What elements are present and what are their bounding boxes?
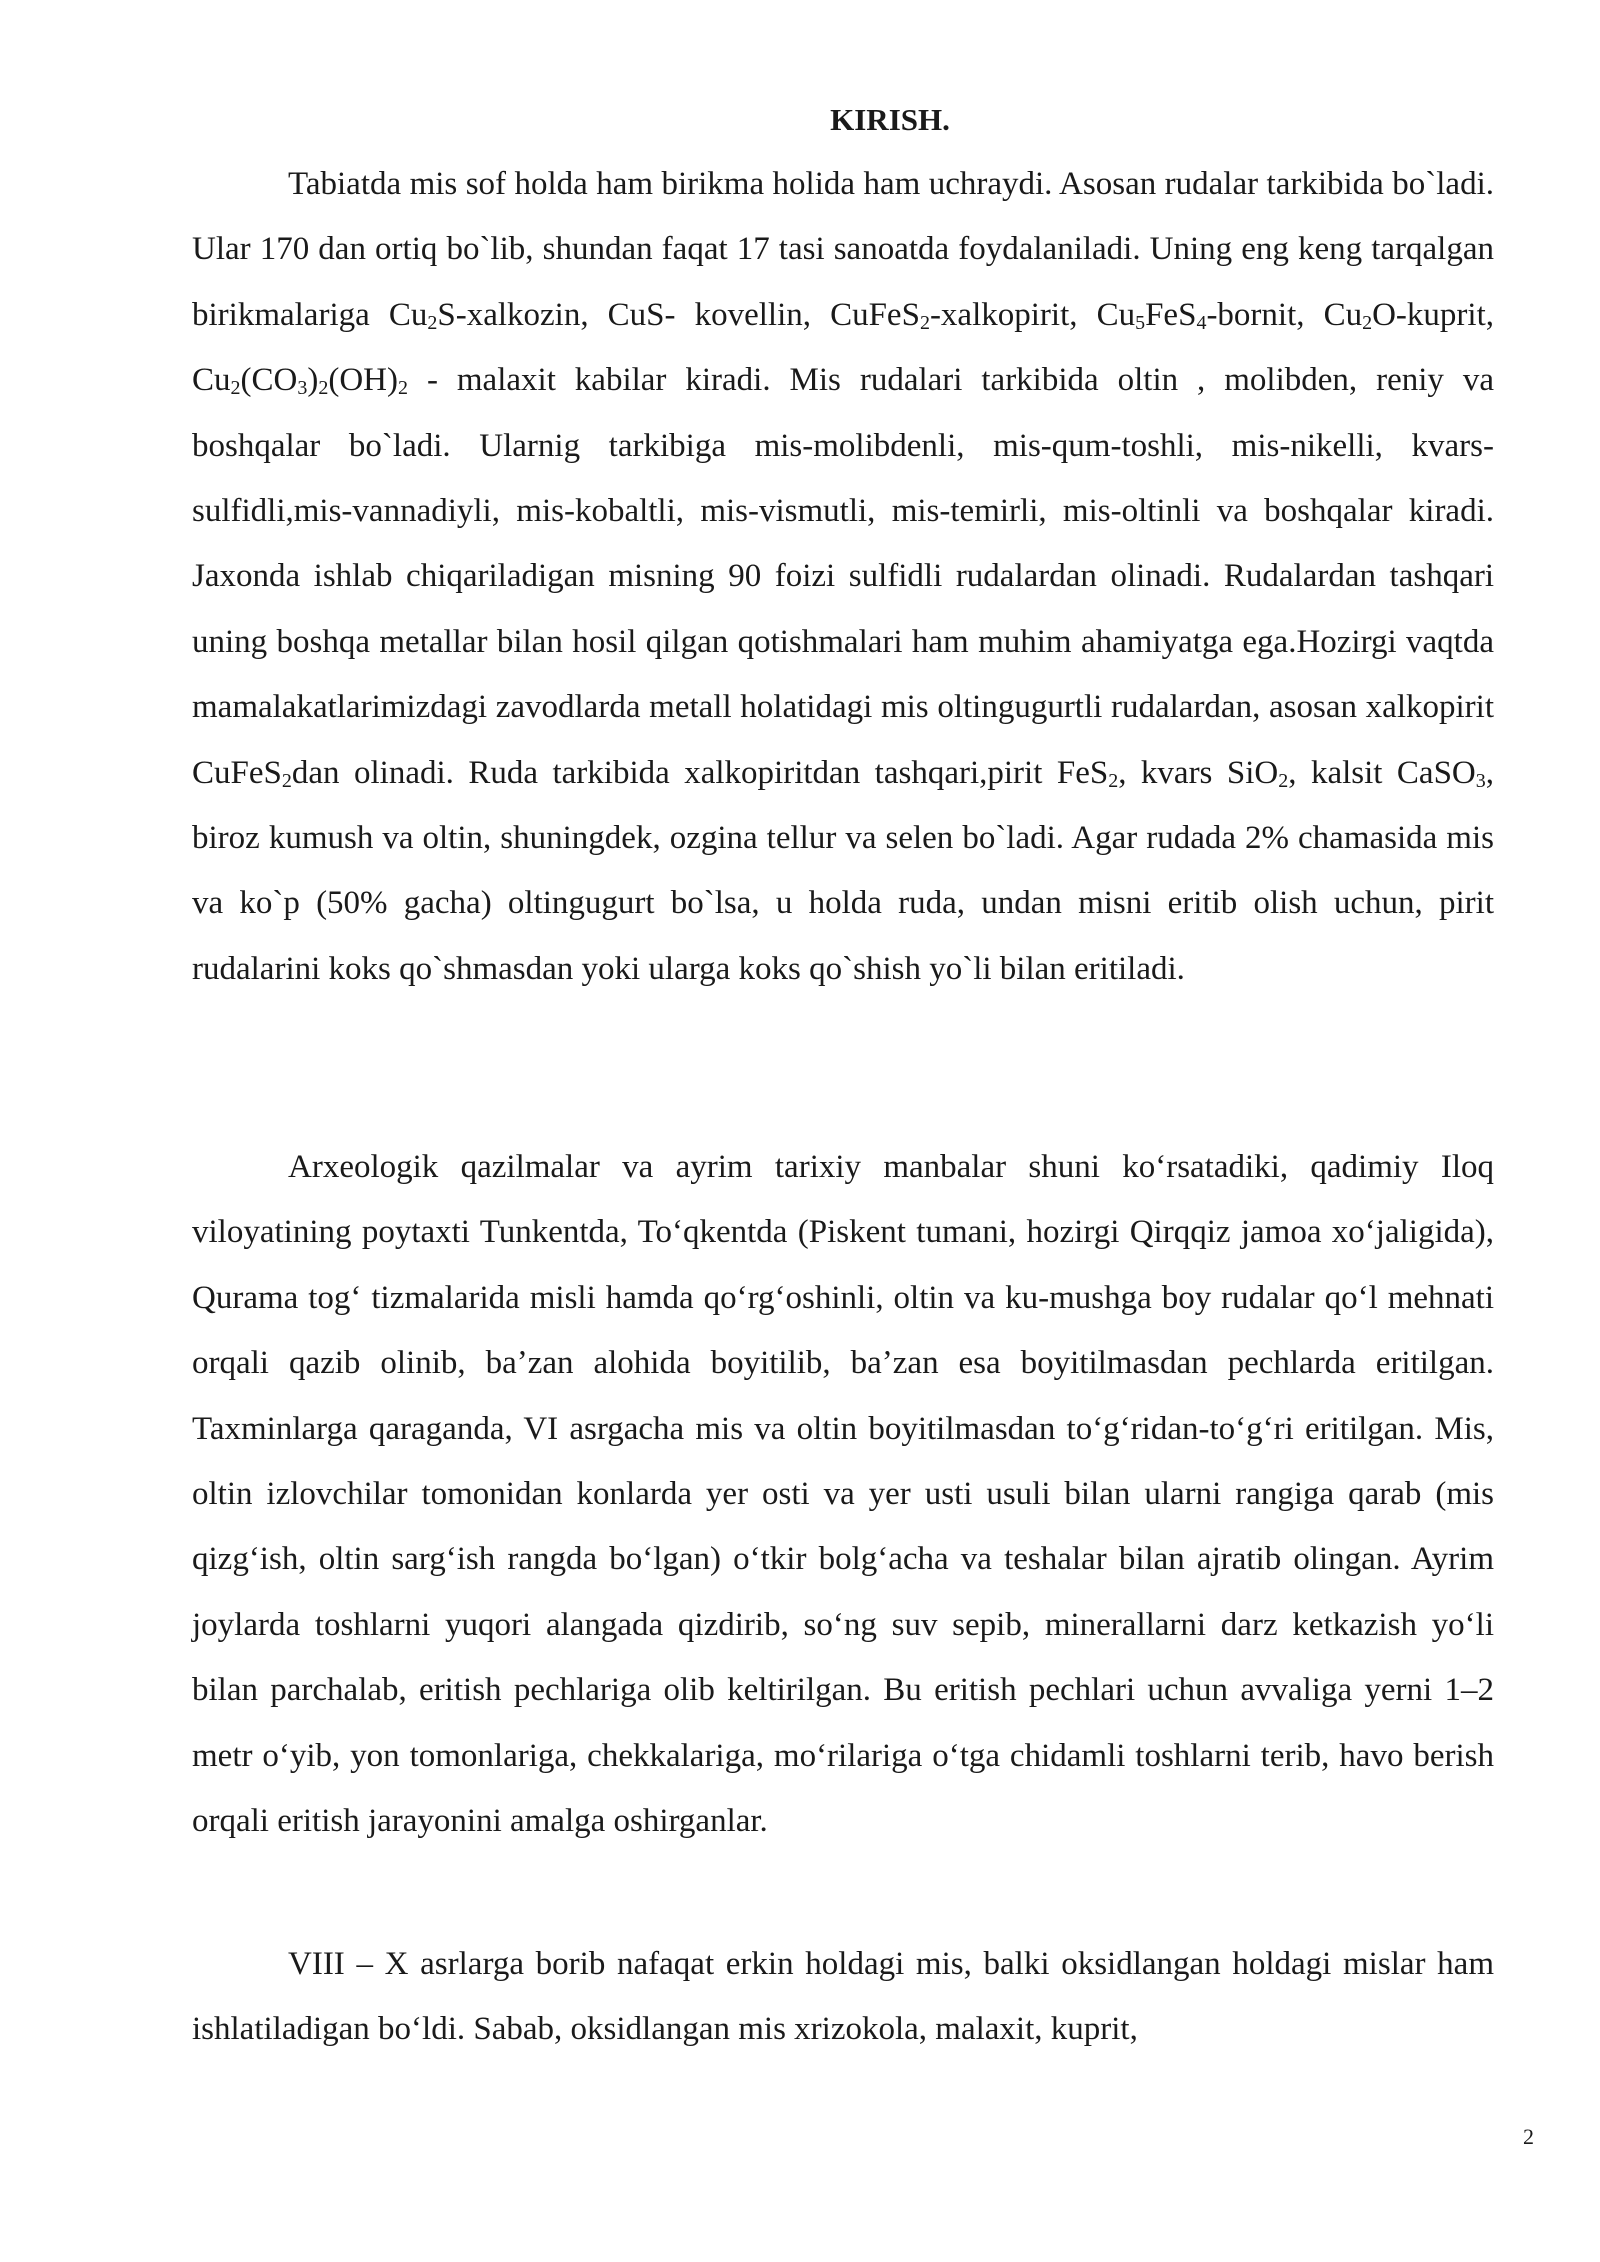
text-run: ) xyxy=(307,362,319,399)
subscript: 2 xyxy=(281,769,292,792)
subscript: 2 xyxy=(1278,769,1289,792)
paragraph-history: VIII – X asrlarga borib nafaqat erkin holdagi mis, balki oksidlangan holdagi mislar ham ishlatiladigan boʻldi. Sabab, oksidlangan mis xrizokola, malaxit, kuprit, xyxy=(192,1946,1494,2048)
subscript: 3 xyxy=(1475,769,1486,792)
text-run: (OH) xyxy=(328,362,399,399)
subscript: 2 xyxy=(398,377,409,400)
page-number: 2 xyxy=(1523,2124,1534,2149)
text-run: (CO xyxy=(240,362,298,399)
page-title: KIRISH. xyxy=(830,102,950,137)
paragraph-archaeology: Arxeologik qazilmalar va ayrim tarixiy manbalar shuni koʻrsatadiki, qadimiy Iloq viloyatining poytaxti Tunkentda, Toʻqkentda (Piskent tumani, hozirgi Qirqqiz jamoa xoʻjaligida), Qurama togʻ tizmalarida misli hamda qoʻrgʻoshinli, oltin va ku-mushga boy rudalar qoʻl mehnati orqali qazib olinib, baʼzan alohida boyitilib, baʼzan esa boyitilmasdan pechlarda eritilgan. Taxminlarga qaraganda, VI asrgacha mis va oltin boyitilmasdan toʻgʻridan-toʻgʻri eritilgan. Mis, oltin izlovchilar tomonidan konlarda yer osti va yer usti usuli bilan ularni rangiga qarab (mis qizgʻish, oltin sargʻish rangda boʻlgan) oʻtkir bolgʻacha va teshalar bilan ajratib olingan. Ayrim joylarda toshlarni yuqori alangada qizdirib, soʻng suv sepib, minerallarni darz ketkazish yoʻli bilan parchalab, eritish pechlariga olib keltirilgan. Bu eritish pechlari uchun avvaliga yerni 1–2 metr oʻyib, yon tomonlariga, chekkalariga, moʻrilariga oʻtga chidamli toshlarni terib, havo berish orqali eritish jarayonini amalga oshirganlar. xyxy=(192,1149,1494,1840)
text-run: -bornit, Cu xyxy=(1206,296,1363,333)
text-run: -xalkopirit, Cu xyxy=(929,296,1136,333)
subscript: 4 xyxy=(1196,311,1207,334)
subscript: 2 xyxy=(230,377,241,400)
subscript: 5 xyxy=(1135,311,1146,334)
subscript: 2 xyxy=(318,377,329,400)
text-run: O-kuprit, Cu xyxy=(192,296,1494,399)
text-run: , kalsit CaSO xyxy=(1288,754,1476,791)
subscript: 2 xyxy=(1362,311,1373,334)
subscript: 2 xyxy=(427,311,438,334)
text-run: Tabiatda mis sof holda ham birikma holida ham uchraydi. Asosan rudalar tarkibida bo`ladi. Ular 170 dan ortiq bo`lib, shundan faqat 17 tasi sanoatda foydalaniladi. Uning eng keng tarqalgan birikmalariga Cu xyxy=(192,166,1494,333)
subscript: 2 xyxy=(1108,769,1119,792)
text-run: S-xalkozin, CuS- kovellin, CuFeS xyxy=(437,296,920,333)
text-run: , biroz kumush va oltin, shuningdek, ozgina tellur va selen bo`ladi. Agar rudada 2% chamasida mis va ko`p (50% gacha) oltingugurt bo`lsa, u holda ruda, undan misni eritib olish uchun, pirit rudalarini koks qo`shmasdan yoki ularga koks qo`shish yo`li bilan eritiladi. xyxy=(192,754,1495,987)
paragraph-intro xyxy=(192,152,1494,1002)
text-run: - malaxit kabilar kiradi. Mis rudalari tarkibida oltin , molibden, reniy va boshqalar bo`ladi. Ularnig tarkibiga mis-molibdenli, mis-qum-toshli, mis-nikelli, kvars- sulfidli,mis-vannadiyli, mis-kobaltli, mis-vismutli, mis-temirli, mis-oltinli va boshqalar kiradi. Jaxonda ishlab chiqariladigan misning 90 foizi sulfidli rudalardan olinadi. Rudalardan tashqari uning boshqa metallar bilan hosil qilgan qotishmalari ham muhim ahamiyatga ega.Hozirgi vaqtda mamalakatlarimizdagi zavodlarda metall holatidagi mis oltingugurtli rudalardan, asosan xalkopirit CuFeS xyxy=(192,362,1494,791)
subscript: 2 xyxy=(919,311,930,334)
text-run: FeS xyxy=(1145,296,1197,333)
text-run: , kvars SiO xyxy=(1118,754,1279,791)
text-run: dan olinadi. Ruda tarkibida xalkopiritdan tashqari,pirit FeS xyxy=(291,754,1109,791)
subscript: 3 xyxy=(297,377,308,400)
